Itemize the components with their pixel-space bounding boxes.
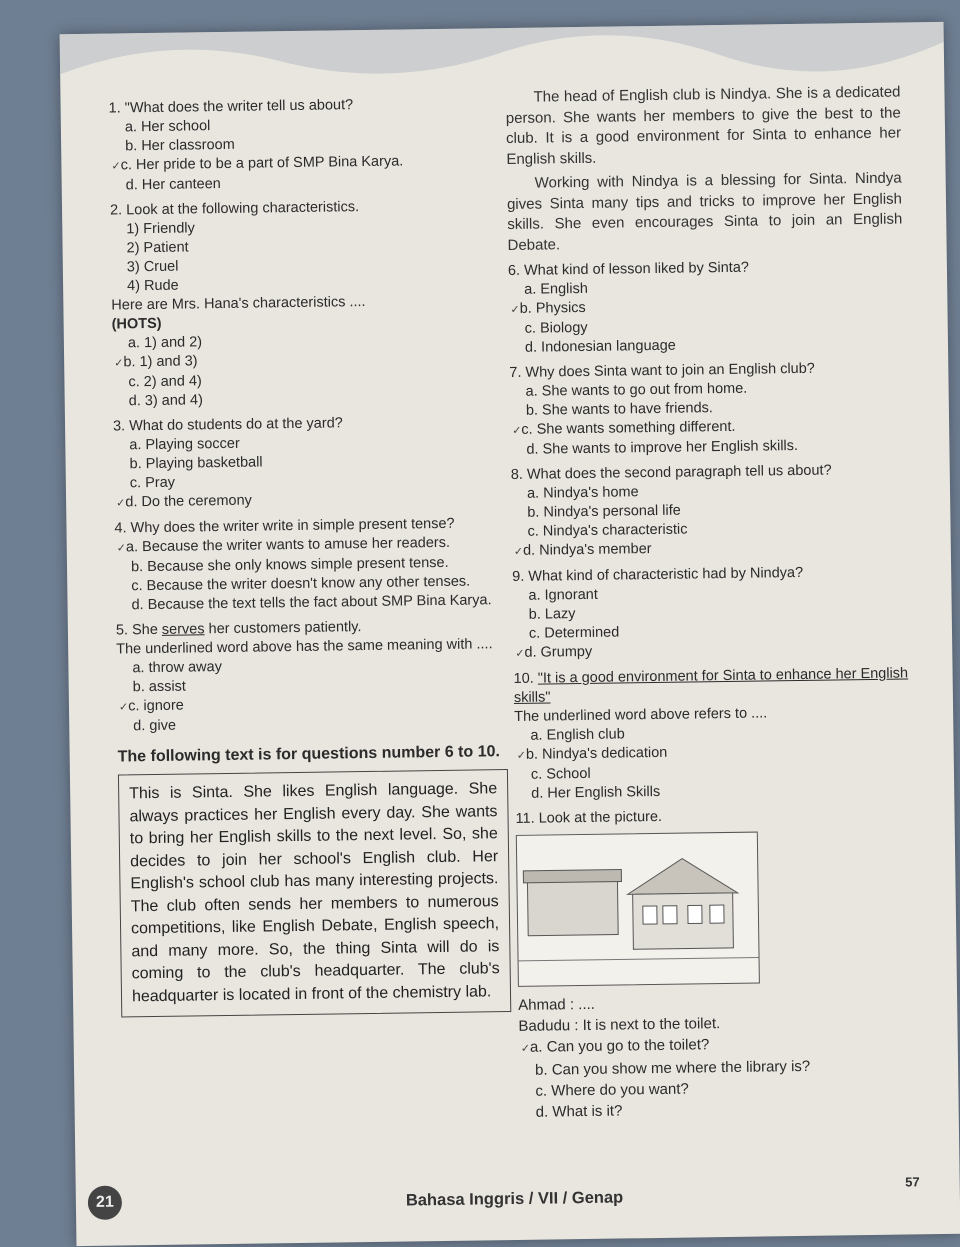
dialog [518, 989, 915, 1123]
option-selected[interactable]: ✓ b. 1) and 3) [112, 348, 502, 373]
question-stem: 7. Why does Sinta want to join an English club? [509, 360, 815, 381]
section-heading: The following text is for questions number 6 to 10. [117, 743, 501, 766]
option[interactable]: c. Biology [524, 319, 588, 337]
option[interactable]: a. English club [530, 726, 625, 744]
dialog-line-ahmad: Ahmad : .... [518, 995, 596, 1014]
option[interactable]: d. 3) and 4) [128, 392, 203, 410]
reading-passage-box: This is Sinta. She likes English language. She always practices her English every day. She wants to bring her English skills to the next level. So, she decides to join her school's English club. Her English's school club has many interesting projects. The club often sends her members to numerous competitions, like English Debate, English speech, and many more. So, the thing Sinta will do is coming to the club's headquarter. The club's headquarter is located in front of the chemistry lab. [118, 769, 511, 1017]
option[interactable]: b. Her classroom [125, 136, 235, 155]
stem-after: her customers patiently. [204, 619, 362, 638]
underlined-sentence: "It is a good environment for Sinta to enhance her English skills" [513, 665, 909, 706]
question-stem: 9. What kind of characteristic had by Nindya? [512, 564, 804, 585]
option-selected[interactable]: ✓ d. Do the ceremony [114, 488, 504, 513]
question-stem: 4. Why does the writer write in simple present tense? [114, 515, 455, 537]
option-selected[interactable]: ✓ a. Because the writer wants to amuse her readers. [115, 533, 505, 558]
hots-label: (HOTS) [111, 315, 162, 333]
question-stem: 2. Look at the following characteristics. [109, 199, 360, 219]
page-footer [76, 1174, 960, 1226]
question-stem: 1. "What does the writer tell us about? [108, 97, 354, 117]
option[interactable]: d. She wants to improve her English skills. [526, 437, 799, 458]
unit-badge: 21 [88, 1185, 122, 1219]
option[interactable]: c. School [530, 765, 591, 783]
option[interactable]: d. give [133, 717, 177, 735]
page-number: 57 [905, 1174, 920, 1190]
option[interactable]: a. She wants to go out from home. [525, 380, 748, 400]
option[interactable]: a. 1) and 2) [127, 334, 203, 352]
left-column [108, 88, 511, 1017]
option[interactable]: d. What is it? [535, 1102, 623, 1121]
option[interactable]: b. Nindya's personal life [527, 502, 681, 521]
right-column [505, 82, 914, 1122]
question-stem [514, 664, 909, 708]
option[interactable]: d. Because the text tells the fact about SMP Bina Karya. [131, 592, 492, 614]
option-selected[interactable]: ✓ d. Nindya's member [512, 536, 907, 562]
option[interactable]: d. Her English Skills [531, 783, 661, 802]
question-4 [114, 514, 505, 615]
option[interactable]: b. Because she only knows simple present tense. [130, 554, 449, 576]
stem-before: 5. She [115, 621, 162, 639]
option-selected[interactable]: ✓ c. Her pride to be a part of SMP Bina Karya. [109, 151, 499, 176]
option[interactable]: c. Because the writer doesn't know any other tenses. [131, 573, 471, 595]
option-selected[interactable]: ✓ d. Grumpy [513, 638, 908, 664]
footer-title: Bahasa Inggris / VII / Genap [405, 1188, 624, 1210]
passage-paragraph-3: Working with Nindya is a blessing for Sinta. Nindya gives Sinta many tips and tricks to improve her English skills. She even encourages Sinta to join an English Debate. [506, 169, 903, 254]
option-selected[interactable]: ✓ b. Nindya's dedication [515, 740, 910, 766]
question-5 [116, 616, 508, 736]
question-stem: 6. What kind of lesson liked by Sinta? [507, 259, 750, 279]
question-1 [108, 94, 499, 195]
question-stem: 8. What does the second paragraph tell us about? [510, 462, 832, 483]
question-2 [110, 196, 503, 411]
option[interactable]: a. throw away [132, 659, 223, 677]
question-prompt: The underlined word above refers to .... [514, 705, 768, 725]
question-prompt: Here are Mrs. Hana's characteristics .... [111, 293, 366, 314]
option[interactable]: d. Her canteen [125, 175, 221, 194]
passage-paragraph-2: The head of English club is Nindya. She is a dedicated person. She wants her members to give the best to the club. It is a good environment for Sinta to enhance her English skills. [505, 83, 902, 168]
question-10 [514, 664, 911, 804]
option[interactable]: a. Playing soccer [129, 435, 240, 454]
question-7 [509, 358, 905, 460]
option-selected[interactable]: ✓ a. Can you go to the toilet? [519, 1031, 914, 1060]
option-selected[interactable]: ✓ c. She wants something different. [510, 415, 905, 441]
option[interactable]: c. Determined [528, 624, 620, 642]
option[interactable]: a. Ignorant [528, 586, 598, 604]
question-number: 10. [513, 670, 538, 687]
question-6 [508, 256, 904, 358]
question-8 [511, 460, 907, 562]
list-item: 4) Rude [126, 277, 179, 295]
list-item: 1) Friendly [126, 220, 195, 238]
option-selected[interactable]: ✓ b. Physics [508, 294, 903, 320]
option[interactable]: b. Playing basketball [129, 454, 263, 473]
option[interactable]: b. Can you show me where the library is? [534, 1057, 811, 1079]
worksheet-page [60, 22, 960, 1246]
option[interactable]: a. English [524, 280, 588, 298]
question-3 [113, 412, 504, 513]
option[interactable]: b. She wants to have friends. [525, 400, 713, 419]
question-stem: 3. What do students do at the yard? [112, 415, 343, 435]
decorative-header-pattern [60, 22, 945, 92]
underlined-word: serves [161, 621, 205, 638]
building-picture [516, 832, 760, 987]
option[interactable]: d. Indonesian language [524, 337, 676, 356]
dialog-line-badudu: Badudu : It is next to the toilet. [518, 1015, 721, 1035]
option[interactable]: a. Nindya's home [526, 484, 639, 502]
option[interactable]: b. assist [132, 678, 187, 696]
list-item: 2) Patient [126, 239, 189, 257]
option[interactable]: a. Her school [124, 118, 211, 136]
option[interactable]: c. Pray [129, 474, 176, 492]
question-prompt: The underlined word above has the same meaning with .... [116, 636, 493, 658]
list-item: 3) Cruel [126, 258, 179, 276]
option[interactable]: b. Lazy [528, 606, 576, 623]
option[interactable]: c. Nindya's characteristic [527, 521, 688, 540]
option-selected[interactable]: ✓ c. ignore [117, 692, 507, 717]
option[interactable]: c. 2) and 4) [128, 373, 202, 391]
building-illustration [517, 833, 759, 986]
question-11 [515, 804, 914, 1122]
question-stem: 11. Look at the picture. [515, 808, 663, 827]
question-9 [512, 562, 908, 664]
option[interactable]: c. Where do you want? [535, 1080, 689, 1100]
